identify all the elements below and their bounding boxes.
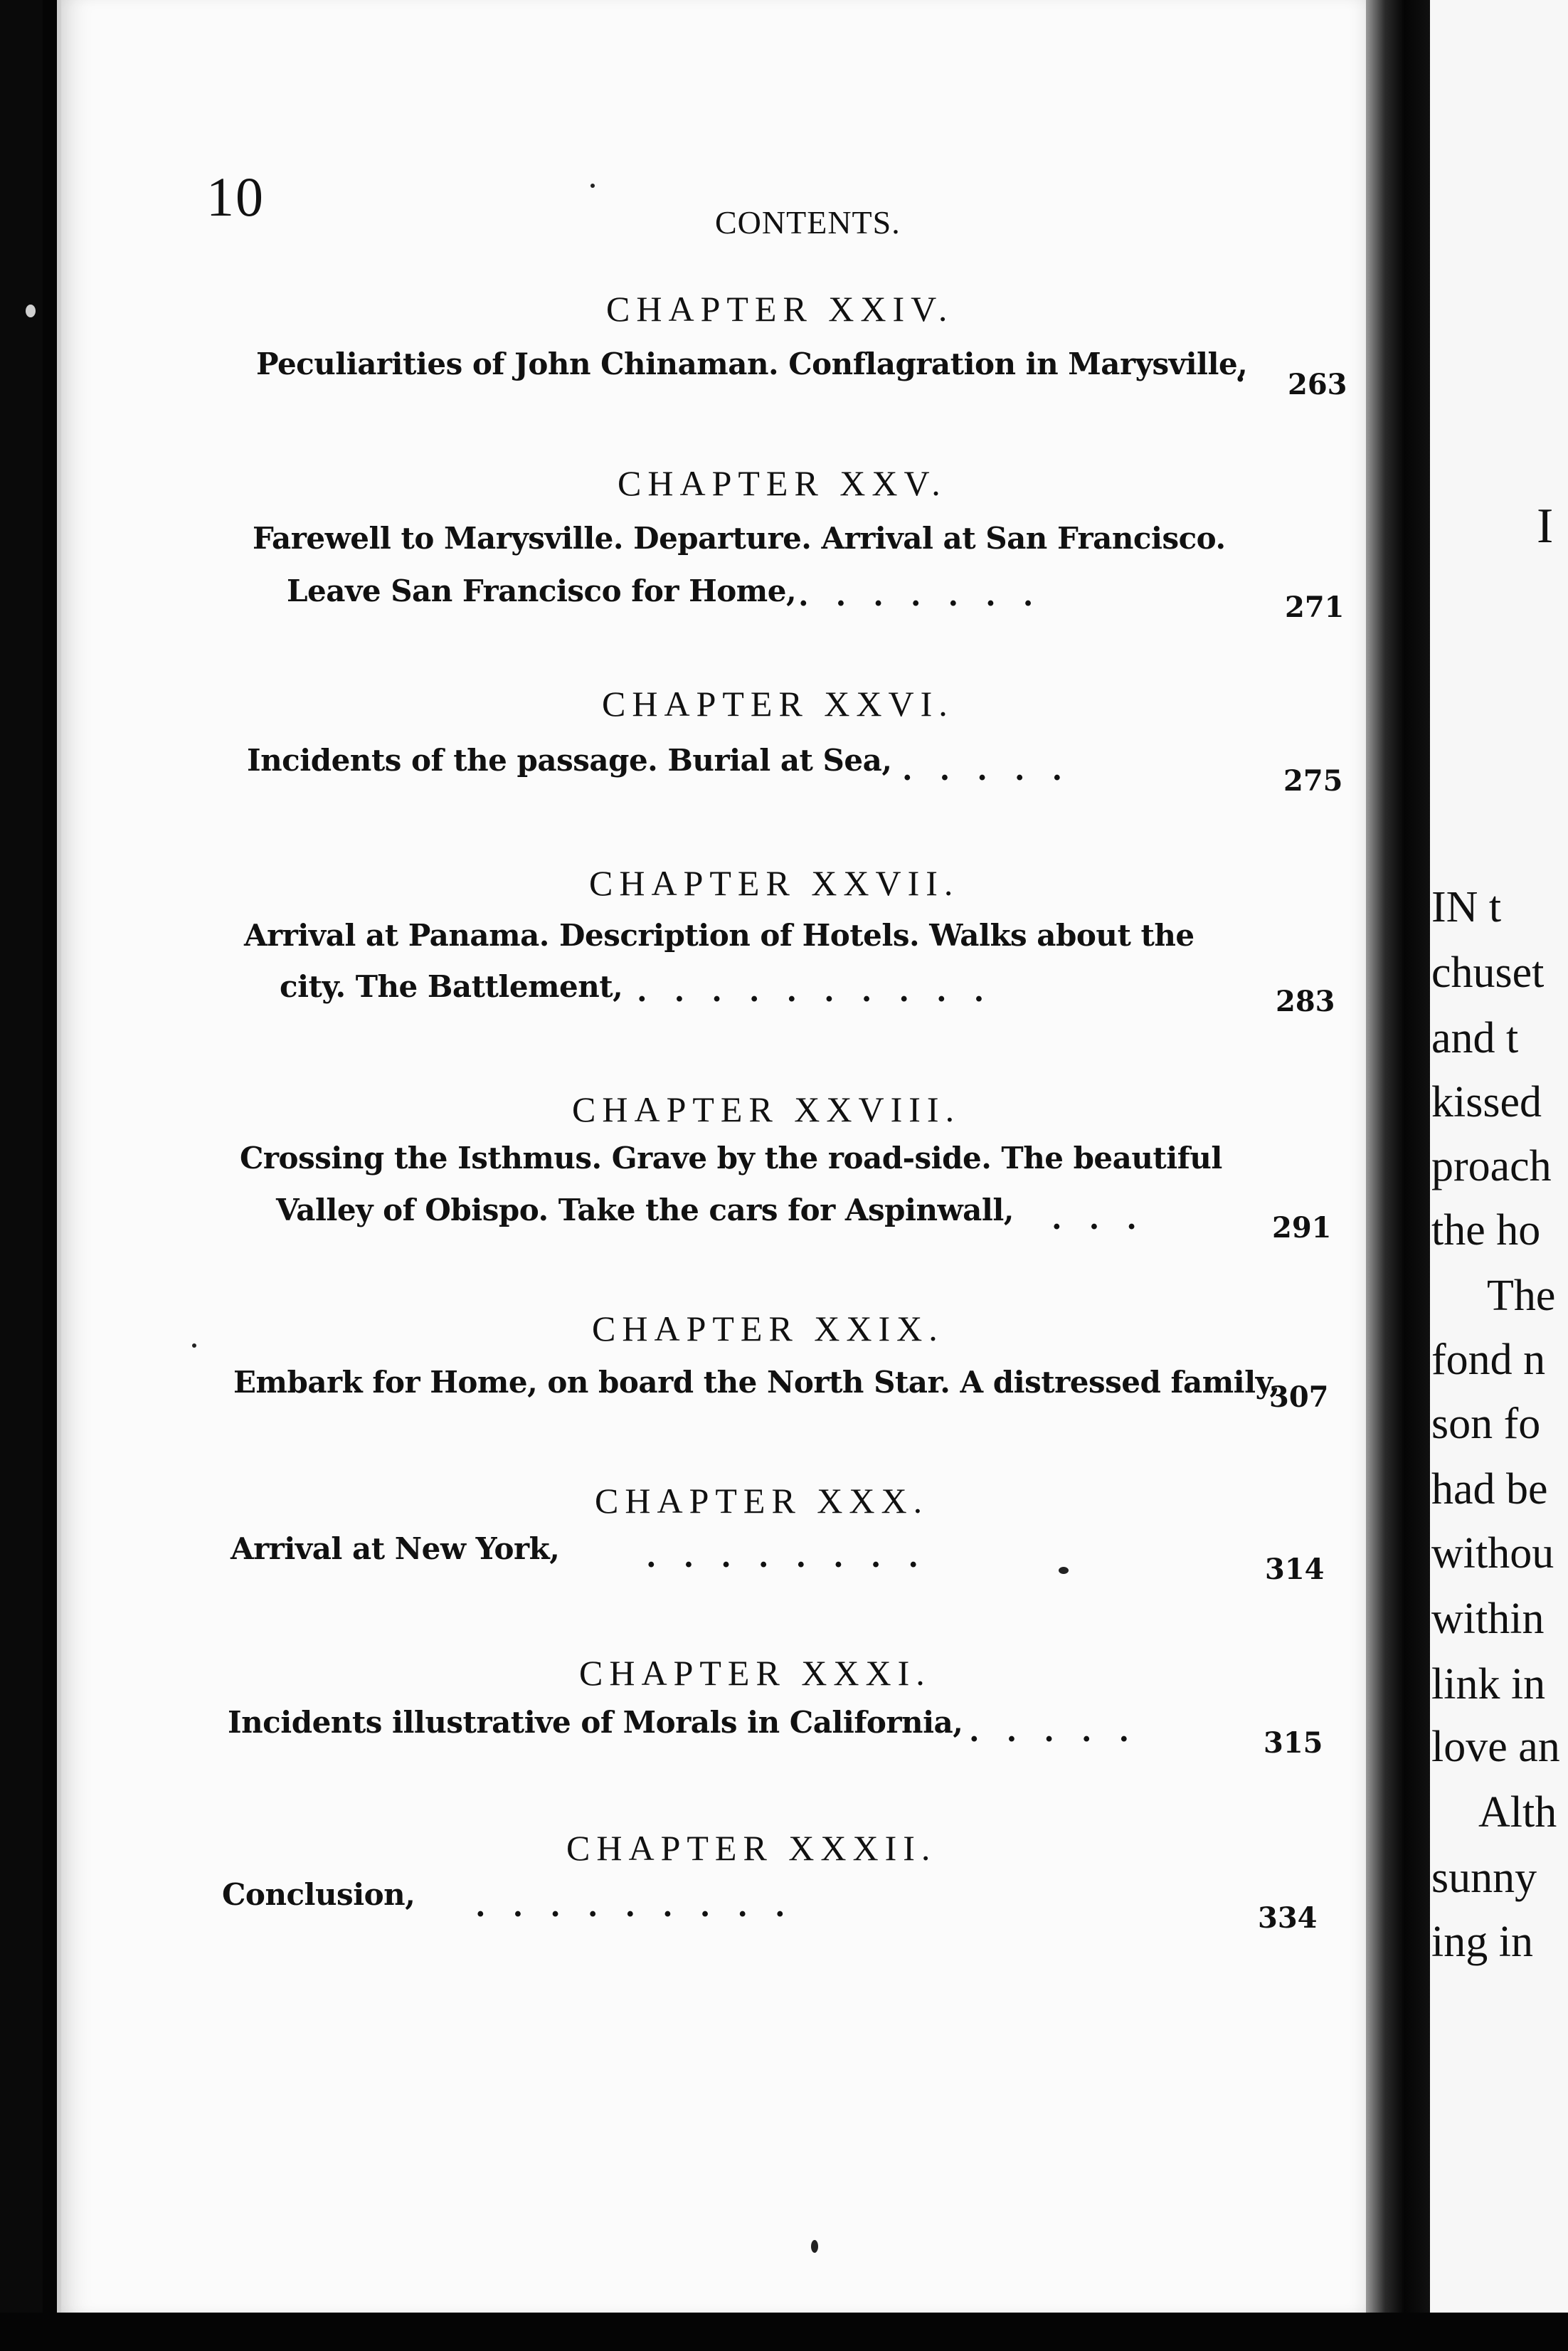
scan-left-margin [0,0,43,2351]
facing-page-line: chuset [1431,949,1545,997]
entry-page-number: 307 [1269,1380,1329,1414]
entry-page-number: 283 [1276,985,1335,1018]
entry-page-number: 334 [1258,1901,1318,1935]
entry-text: Incidents of the passage. Burial at Sea, [247,743,892,778]
facing-page-line: sunny [1431,1854,1537,1902]
facing-page-line: Alth [1478,1788,1557,1837]
facing-page-line: kissed [1431,1078,1542,1126]
entry-text: Crossing the Isthmus. Grave by the road-side. The beautiful [240,1141,1222,1176]
entry-text: Conclusion, [222,1877,415,1912]
chapter-heading: CHAPTER XXXI. [579,1653,931,1693]
facing-page-line: had be [1431,1465,1548,1513]
facing-page-line: ing in [1431,1918,1533,1966]
chapter-heading: CHAPTER XXIX. [592,1309,944,1348]
chapter-heading: CHAPTER XXX. [595,1481,929,1521]
entry-page-number: 291 [1272,1211,1332,1245]
leader-dots: ..... [969,1713,1157,1748]
ink-speck [1059,1567,1069,1574]
facing-page-line: fond n [1431,1336,1546,1384]
page-number: 10 [206,166,265,228]
scan-bottom-margin [0,2313,1568,2351]
chapter-heading: CHAPTER XXVII. [589,863,960,903]
facing-page-line: and t [1431,1014,1519,1062]
leader-dots: ......... [475,1888,812,1923]
ink-speck [26,305,36,317]
facing-page-line: the ho [1431,1206,1541,1254]
leader-dots: ........ [646,1539,945,1574]
facing-page-heading-fragment: I [1537,499,1554,554]
leader-dots: ....... [798,578,1061,613]
entry-text: Leave San Francisco for Home, [287,574,797,608]
ink-speck [192,1343,196,1348]
ink-speck [811,2240,818,2253]
chapter-heading: CHAPTER XXVIII. [572,1089,961,1129]
leader-dots: . [1235,354,1273,389]
leader-dots: ..... [902,752,1090,787]
leader-dots: .......... [637,973,1012,1008]
running-head: CONTENTS. [715,204,901,241]
entry-text: Valley of Obispo. Take the cars for Aspinwall, [276,1193,1014,1227]
entry-page-number: 275 [1283,764,1343,798]
chapter-heading: CHAPTER XXXII. [566,1828,937,1868]
facing-page-line: son fo [1431,1400,1541,1448]
facing-page-line: within [1431,1595,1545,1643]
facing-page-line: IN t [1431,883,1502,931]
ink-speck [590,184,595,188]
facing-page-line: proach [1431,1142,1552,1190]
entry-text: Arrival at New York, [231,1531,560,1566]
entry-page-number: 314 [1265,1553,1325,1586]
entry-text: Embark for Home, on board the North Star. A distressed family, [233,1365,1280,1400]
entry-text: Peculiarities of John Chinaman. Conflagration in Marysville, [256,347,1248,381]
book-gutter [1366,0,1430,2351]
facing-page-line: link in [1431,1660,1546,1708]
chapter-heading: CHAPTER XXV. [618,463,947,503]
entry-page-number: 271 [1285,591,1345,624]
facing-page-line: love an [1431,1723,1560,1771]
entry-text: Farewell to Marysville. Departure. Arrival at San Francisco. [253,521,1226,556]
chapter-heading: CHAPTER XXIV. [606,289,954,329]
leader-dots: ... [1051,1201,1164,1236]
chapter-heading: CHAPTER XXVI. [602,684,954,724]
entry-page-number: 263 [1288,368,1347,401]
entry-text: city. The Battlement, [280,969,623,1004]
entry-text: Incidents illustrative of Morals in California, [228,1705,963,1740]
facing-page-line: The [1487,1272,1556,1320]
entry-page-number: 315 [1264,1726,1323,1760]
entry-text: Arrival at Panama. Description of Hotels. Walks about the [244,918,1194,953]
facing-page-line: withou [1431,1529,1554,1578]
